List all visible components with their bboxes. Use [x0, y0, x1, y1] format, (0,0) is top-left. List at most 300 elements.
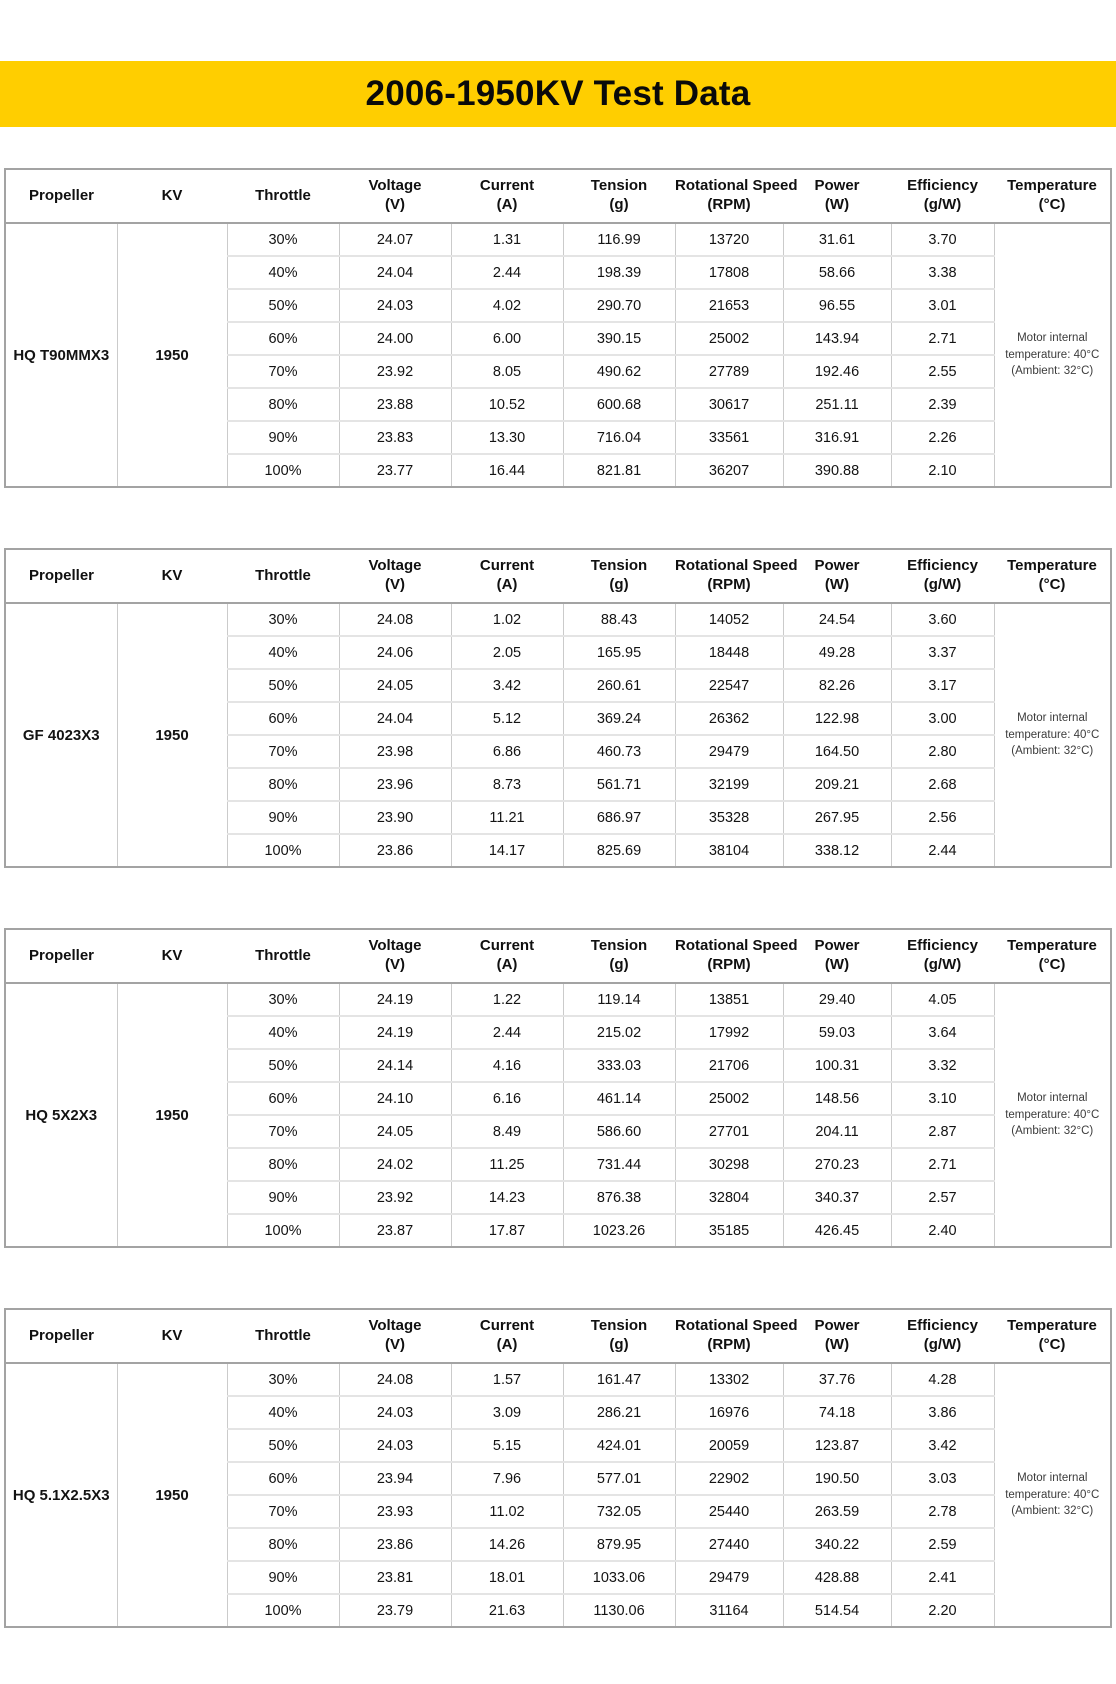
cell-kv: 1950 — [117, 603, 227, 867]
cell-current: 2.44 — [451, 1016, 563, 1049]
col-header-temperature: Temperature (°C) — [994, 169, 1111, 223]
cell-tension: 825.69 — [563, 834, 675, 867]
cell-rpm: 35185 — [675, 1214, 783, 1247]
cell-tension: 460.73 — [563, 735, 675, 768]
cell-propeller: HQ T90MMX3 — [5, 223, 117, 487]
cell-rpm: 25002 — [675, 1082, 783, 1115]
cell-throttle: 40% — [227, 256, 339, 289]
cell-efficiency: 2.26 — [891, 421, 994, 454]
cell-tension: 161.47 — [563, 1363, 675, 1396]
cell-current: 1.22 — [451, 983, 563, 1016]
cell-tension: 1023.26 — [563, 1214, 675, 1247]
cell-efficiency: 2.41 — [891, 1561, 994, 1594]
cell-kv: 1950 — [117, 983, 227, 1247]
col-header-rotational-speed: Rotational Speed (RPM) — [675, 169, 783, 223]
cell-power: 122.98 — [783, 702, 891, 735]
cell-rpm: 20059 — [675, 1429, 783, 1462]
cell-voltage: 24.03 — [339, 1396, 451, 1429]
cell-rpm: 16976 — [675, 1396, 783, 1429]
cell-throttle: 100% — [227, 834, 339, 867]
page-title: 2006-1950KV Test Data — [365, 74, 751, 113]
col-header-voltage: Voltage (V) — [339, 1309, 451, 1363]
cell-current: 21.63 — [451, 1594, 563, 1627]
cell-power: 24.54 — [783, 603, 891, 636]
col-header-propeller: Propeller — [5, 929, 117, 983]
cell-power: 148.56 — [783, 1082, 891, 1115]
cell-throttle: 70% — [227, 1495, 339, 1528]
cell-tension: 165.95 — [563, 636, 675, 669]
col-header-throttle: Throttle — [227, 1309, 339, 1363]
cell-throttle: 60% — [227, 322, 339, 355]
cell-rpm: 22547 — [675, 669, 783, 702]
col-header-voltage: Voltage (V) — [339, 929, 451, 983]
temperature-note: Motor internal temperature: 40°C (Ambient: 32°C) — [1005, 1091, 1100, 1138]
cell-rpm: 17808 — [675, 256, 783, 289]
col-header-voltage: Voltage (V) — [339, 549, 451, 603]
cell-tension: 286.21 — [563, 1396, 675, 1429]
table-header — [5, 1309, 1111, 1363]
cell-tension: 716.04 — [563, 421, 675, 454]
cell-current: 2.44 — [451, 256, 563, 289]
cell-current: 3.09 — [451, 1396, 563, 1429]
cell-rpm: 14052 — [675, 603, 783, 636]
col-header-tension: Tension (g) — [563, 549, 675, 603]
cell-throttle: 90% — [227, 1181, 339, 1214]
cell-tension: 390.15 — [563, 322, 675, 355]
temperature-note: Motor internal temperature: 40°C (Ambient: 32°C) — [1005, 331, 1100, 378]
cell-efficiency: 2.56 — [891, 801, 994, 834]
cell-temperature — [994, 603, 1111, 867]
table-body — [5, 983, 1111, 1247]
cell-tension: 561.71 — [563, 768, 675, 801]
temperature-note: Motor internal temperature: 40°C (Ambient: 32°C) — [1005, 711, 1100, 758]
cell-power: 58.66 — [783, 256, 891, 289]
cell-efficiency: 2.55 — [891, 355, 994, 388]
table-header — [5, 169, 1111, 223]
cell-efficiency: 2.57 — [891, 1181, 994, 1214]
cell-voltage: 24.19 — [339, 983, 451, 1016]
cell-throttle: 40% — [227, 636, 339, 669]
cell-efficiency: 3.70 — [891, 223, 994, 256]
cell-current: 11.21 — [451, 801, 563, 834]
cell-current: 3.42 — [451, 669, 563, 702]
cell-voltage: 24.03 — [339, 289, 451, 322]
cell-rpm: 35328 — [675, 801, 783, 834]
cell-efficiency: 2.78 — [891, 1495, 994, 1528]
cell-throttle: 100% — [227, 1214, 339, 1247]
cell-power: 143.94 — [783, 322, 891, 355]
cell-tension: 88.43 — [563, 603, 675, 636]
table-body — [5, 223, 1111, 487]
cell-throttle: 60% — [227, 702, 339, 735]
cell-current: 14.17 — [451, 834, 563, 867]
col-header-temperature: Temperature (°C) — [994, 1309, 1111, 1363]
cell-efficiency: 2.71 — [891, 322, 994, 355]
cell-current: 16.44 — [451, 454, 563, 487]
cell-rpm: 32199 — [675, 768, 783, 801]
cell-current: 4.16 — [451, 1049, 563, 1082]
cell-rpm: 27701 — [675, 1115, 783, 1148]
cell-efficiency: 3.10 — [891, 1082, 994, 1115]
col-header-propeller: Propeller — [5, 549, 117, 603]
cell-tension: 215.02 — [563, 1016, 675, 1049]
cell-power: 82.26 — [783, 669, 891, 702]
test-data-table — [4, 1308, 1112, 1628]
cell-efficiency: 2.68 — [891, 768, 994, 801]
cell-throttle: 80% — [227, 1148, 339, 1181]
cell-power: 428.88 — [783, 1561, 891, 1594]
cell-tension: 686.97 — [563, 801, 675, 834]
cell-efficiency: 2.39 — [891, 388, 994, 421]
cell-rpm: 29479 — [675, 735, 783, 768]
col-header-efficiency: Efficiency (g/W) — [891, 169, 994, 223]
cell-voltage: 24.06 — [339, 636, 451, 669]
cell-current: 10.52 — [451, 388, 563, 421]
cell-current: 8.73 — [451, 768, 563, 801]
cell-rpm: 27789 — [675, 355, 783, 388]
cell-power: 59.03 — [783, 1016, 891, 1049]
cell-voltage: 24.02 — [339, 1148, 451, 1181]
cell-kv: 1950 — [117, 223, 227, 487]
cell-rpm: 30298 — [675, 1148, 783, 1181]
cell-throttle: 30% — [227, 983, 339, 1016]
cell-throttle: 60% — [227, 1462, 339, 1495]
cell-current: 1.31 — [451, 223, 563, 256]
cell-efficiency: 3.60 — [891, 603, 994, 636]
table-body — [5, 603, 1111, 867]
cell-efficiency: 4.28 — [891, 1363, 994, 1396]
table-header — [5, 929, 1111, 983]
cell-throttle: 100% — [227, 454, 339, 487]
cell-throttle: 50% — [227, 1429, 339, 1462]
col-header-rotational-speed: Rotational Speed (RPM) — [675, 549, 783, 603]
cell-rpm: 38104 — [675, 834, 783, 867]
cell-tension: 732.05 — [563, 1495, 675, 1528]
cell-rpm: 25002 — [675, 322, 783, 355]
cell-throttle: 40% — [227, 1016, 339, 1049]
col-header-efficiency: Efficiency (g/W) — [891, 929, 994, 983]
cell-rpm: 27440 — [675, 1528, 783, 1561]
col-header-throttle: Throttle — [227, 929, 339, 983]
table-header — [5, 549, 1111, 603]
cell-current: 4.02 — [451, 289, 563, 322]
cell-tension: 260.61 — [563, 669, 675, 702]
cell-voltage: 24.07 — [339, 223, 451, 256]
cell-power: 270.23 — [783, 1148, 891, 1181]
cell-throttle: 90% — [227, 421, 339, 454]
cell-efficiency: 3.32 — [891, 1049, 994, 1082]
cell-rpm: 32804 — [675, 1181, 783, 1214]
cell-throttle: 80% — [227, 768, 339, 801]
cell-throttle: 90% — [227, 801, 339, 834]
cell-rpm: 17992 — [675, 1016, 783, 1049]
col-header-rotational-speed: Rotational Speed (RPM) — [675, 929, 783, 983]
cell-efficiency: 2.71 — [891, 1148, 994, 1181]
title-banner — [0, 61, 1116, 127]
cell-temperature — [994, 223, 1111, 487]
cell-throttle: 50% — [227, 669, 339, 702]
cell-tension: 821.81 — [563, 454, 675, 487]
cell-throttle: 40% — [227, 1396, 339, 1429]
cell-power: 390.88 — [783, 454, 891, 487]
cell-efficiency: 2.10 — [891, 454, 994, 487]
col-header-power: Power (W) — [783, 169, 891, 223]
cell-rpm: 26362 — [675, 702, 783, 735]
motor-test-table — [4, 1308, 1112, 1628]
cell-voltage: 24.08 — [339, 603, 451, 636]
col-header-temperature: Temperature (°C) — [994, 549, 1111, 603]
cell-tension: 600.68 — [563, 388, 675, 421]
cell-power: 209.21 — [783, 768, 891, 801]
cell-voltage: 23.87 — [339, 1214, 451, 1247]
cell-efficiency: 3.00 — [891, 702, 994, 735]
cell-throttle: 50% — [227, 289, 339, 322]
col-header-kv: KV — [117, 1309, 227, 1363]
cell-efficiency: 2.40 — [891, 1214, 994, 1247]
cell-power: 123.87 — [783, 1429, 891, 1462]
cell-current: 1.02 — [451, 603, 563, 636]
test-data-table — [4, 168, 1112, 488]
cell-rpm: 33561 — [675, 421, 783, 454]
cell-rpm: 21706 — [675, 1049, 783, 1082]
col-header-voltage: Voltage (V) — [339, 169, 451, 223]
table-body — [5, 1363, 1111, 1627]
cell-efficiency: 2.87 — [891, 1115, 994, 1148]
col-header-throttle: Throttle — [227, 169, 339, 223]
cell-rpm: 25440 — [675, 1495, 783, 1528]
cell-tension: 1130.06 — [563, 1594, 675, 1627]
cell-power: 263.59 — [783, 1495, 891, 1528]
cell-power: 204.11 — [783, 1115, 891, 1148]
cell-tension: 119.14 — [563, 983, 675, 1016]
cell-voltage: 24.10 — [339, 1082, 451, 1115]
motor-test-table — [4, 168, 1112, 488]
cell-voltage: 24.05 — [339, 669, 451, 702]
cell-voltage: 23.92 — [339, 1181, 451, 1214]
cell-throttle: 50% — [227, 1049, 339, 1082]
cell-current: 1.57 — [451, 1363, 563, 1396]
cell-current: 18.01 — [451, 1561, 563, 1594]
cell-power: 267.95 — [783, 801, 891, 834]
cell-power: 190.50 — [783, 1462, 891, 1495]
col-header-propeller: Propeller — [5, 1309, 117, 1363]
cell-voltage: 23.81 — [339, 1561, 451, 1594]
cell-voltage: 24.04 — [339, 702, 451, 735]
temperature-note: Motor internal temperature: 40°C (Ambient: 32°C) — [1005, 1471, 1100, 1518]
cell-voltage: 23.90 — [339, 801, 451, 834]
cell-rpm: 21653 — [675, 289, 783, 322]
cell-rpm: 31164 — [675, 1594, 783, 1627]
col-header-current: Current (A) — [451, 1309, 563, 1363]
cell-voltage: 23.86 — [339, 1528, 451, 1561]
cell-efficiency: 3.42 — [891, 1429, 994, 1462]
cell-tension: 198.39 — [563, 256, 675, 289]
col-header-propeller: Propeller — [5, 169, 117, 223]
cell-voltage: 24.19 — [339, 1016, 451, 1049]
cell-throttle: 70% — [227, 1115, 339, 1148]
cell-current: 5.15 — [451, 1429, 563, 1462]
cell-power: 338.12 — [783, 834, 891, 867]
cell-voltage: 23.88 — [339, 388, 451, 421]
col-header-efficiency: Efficiency (g/W) — [891, 549, 994, 603]
cell-voltage: 23.79 — [339, 1594, 451, 1627]
cell-tension: 1033.06 — [563, 1561, 675, 1594]
cell-efficiency: 3.64 — [891, 1016, 994, 1049]
col-header-rotational-speed: Rotational Speed (RPM) — [675, 1309, 783, 1363]
test-data-table — [4, 548, 1112, 868]
data-row — [5, 223, 1111, 256]
cell-power: 340.37 — [783, 1181, 891, 1214]
col-header-current: Current (A) — [451, 929, 563, 983]
col-header-current: Current (A) — [451, 549, 563, 603]
cell-current: 7.96 — [451, 1462, 563, 1495]
cell-voltage: 24.04 — [339, 256, 451, 289]
col-header-efficiency: Efficiency (g/W) — [891, 1309, 994, 1363]
col-header-power: Power (W) — [783, 549, 891, 603]
cell-power: 31.61 — [783, 223, 891, 256]
cell-rpm: 36207 — [675, 454, 783, 487]
cell-current: 11.25 — [451, 1148, 563, 1181]
cell-throttle: 30% — [227, 603, 339, 636]
col-header-power: Power (W) — [783, 1309, 891, 1363]
cell-power: 96.55 — [783, 289, 891, 322]
cell-voltage: 23.98 — [339, 735, 451, 768]
cell-voltage: 24.14 — [339, 1049, 451, 1082]
cell-voltage: 23.96 — [339, 768, 451, 801]
cell-efficiency: 4.05 — [891, 983, 994, 1016]
cell-current: 5.12 — [451, 702, 563, 735]
cell-voltage: 24.08 — [339, 1363, 451, 1396]
col-header-kv: KV — [117, 549, 227, 603]
header-row — [5, 929, 1111, 983]
cell-current: 8.05 — [451, 355, 563, 388]
data-row — [5, 983, 1111, 1016]
cell-voltage: 24.00 — [339, 322, 451, 355]
cell-propeller: HQ 5X2X3 — [5, 983, 117, 1247]
cell-throttle: 80% — [227, 388, 339, 421]
cell-power: 74.18 — [783, 1396, 891, 1429]
header-row — [5, 1309, 1111, 1363]
cell-current: 6.00 — [451, 322, 563, 355]
test-data-table — [4, 928, 1112, 1248]
cell-throttle: 90% — [227, 1561, 339, 1594]
cell-efficiency: 3.86 — [891, 1396, 994, 1429]
cell-rpm: 13302 — [675, 1363, 783, 1396]
cell-voltage: 23.77 — [339, 454, 451, 487]
cell-voltage: 23.83 — [339, 421, 451, 454]
cell-power: 340.22 — [783, 1528, 891, 1561]
cell-power: 100.31 — [783, 1049, 891, 1082]
cell-rpm: 18448 — [675, 636, 783, 669]
cell-rpm: 30617 — [675, 388, 783, 421]
cell-tension: 577.01 — [563, 1462, 675, 1495]
cell-rpm: 22902 — [675, 1462, 783, 1495]
cell-throttle: 30% — [227, 223, 339, 256]
cell-efficiency: 3.01 — [891, 289, 994, 322]
cell-current: 14.23 — [451, 1181, 563, 1214]
cell-tension: 461.14 — [563, 1082, 675, 1115]
cell-tension: 424.01 — [563, 1429, 675, 1462]
cell-tension: 369.24 — [563, 702, 675, 735]
col-header-kv: KV — [117, 169, 227, 223]
cell-tension: 586.60 — [563, 1115, 675, 1148]
cell-throttle: 100% — [227, 1594, 339, 1627]
cell-current: 6.86 — [451, 735, 563, 768]
cell-throttle: 80% — [227, 1528, 339, 1561]
cell-throttle: 70% — [227, 355, 339, 388]
col-header-tension: Tension (g) — [563, 169, 675, 223]
cell-tension: 490.62 — [563, 355, 675, 388]
cell-power: 29.40 — [783, 983, 891, 1016]
cell-current: 13.30 — [451, 421, 563, 454]
cell-current: 11.02 — [451, 1495, 563, 1528]
cell-power: 164.50 — [783, 735, 891, 768]
col-header-tension: Tension (g) — [563, 929, 675, 983]
cell-efficiency: 3.03 — [891, 1462, 994, 1495]
col-header-tension: Tension (g) — [563, 1309, 675, 1363]
cell-efficiency: 2.44 — [891, 834, 994, 867]
cell-voltage: 23.94 — [339, 1462, 451, 1495]
cell-tension: 333.03 — [563, 1049, 675, 1082]
cell-tension: 731.44 — [563, 1148, 675, 1181]
cell-efficiency: 2.20 — [891, 1594, 994, 1627]
cell-current: 6.16 — [451, 1082, 563, 1115]
cell-rpm: 29479 — [675, 1561, 783, 1594]
data-row — [5, 1363, 1111, 1396]
cell-rpm: 13720 — [675, 223, 783, 256]
cell-throttle: 60% — [227, 1082, 339, 1115]
cell-efficiency: 3.37 — [891, 636, 994, 669]
cell-efficiency: 2.59 — [891, 1528, 994, 1561]
cell-rpm: 13851 — [675, 983, 783, 1016]
data-row — [5, 603, 1111, 636]
cell-efficiency: 3.17 — [891, 669, 994, 702]
cell-throttle: 70% — [227, 735, 339, 768]
cell-efficiency: 2.80 — [891, 735, 994, 768]
cell-propeller: GF 4023X3 — [5, 603, 117, 867]
cell-power: 251.11 — [783, 388, 891, 421]
cell-current: 2.05 — [451, 636, 563, 669]
cell-voltage: 24.03 — [339, 1429, 451, 1462]
col-header-kv: KV — [117, 929, 227, 983]
cell-voltage: 23.86 — [339, 834, 451, 867]
cell-throttle: 30% — [227, 1363, 339, 1396]
cell-current: 14.26 — [451, 1528, 563, 1561]
col-header-temperature: Temperature (°C) — [994, 929, 1111, 983]
cell-power: 316.91 — [783, 421, 891, 454]
cell-power: 192.46 — [783, 355, 891, 388]
cell-voltage: 24.05 — [339, 1115, 451, 1148]
cell-tension: 116.99 — [563, 223, 675, 256]
col-header-power: Power (W) — [783, 929, 891, 983]
cell-voltage: 23.92 — [339, 355, 451, 388]
cell-voltage: 23.93 — [339, 1495, 451, 1528]
col-header-throttle: Throttle — [227, 549, 339, 603]
cell-efficiency: 3.38 — [891, 256, 994, 289]
cell-propeller: HQ 5.1X2.5X3 — [5, 1363, 117, 1627]
cell-tension: 876.38 — [563, 1181, 675, 1214]
cell-tension: 290.70 — [563, 289, 675, 322]
cell-power: 426.45 — [783, 1214, 891, 1247]
cell-temperature — [994, 983, 1111, 1247]
header-row — [5, 549, 1111, 603]
cell-kv: 1950 — [117, 1363, 227, 1627]
header-row — [5, 169, 1111, 223]
col-header-current: Current (A) — [451, 169, 563, 223]
motor-test-table — [4, 548, 1112, 868]
cell-current: 17.87 — [451, 1214, 563, 1247]
tables-root — [0, 168, 1116, 1628]
